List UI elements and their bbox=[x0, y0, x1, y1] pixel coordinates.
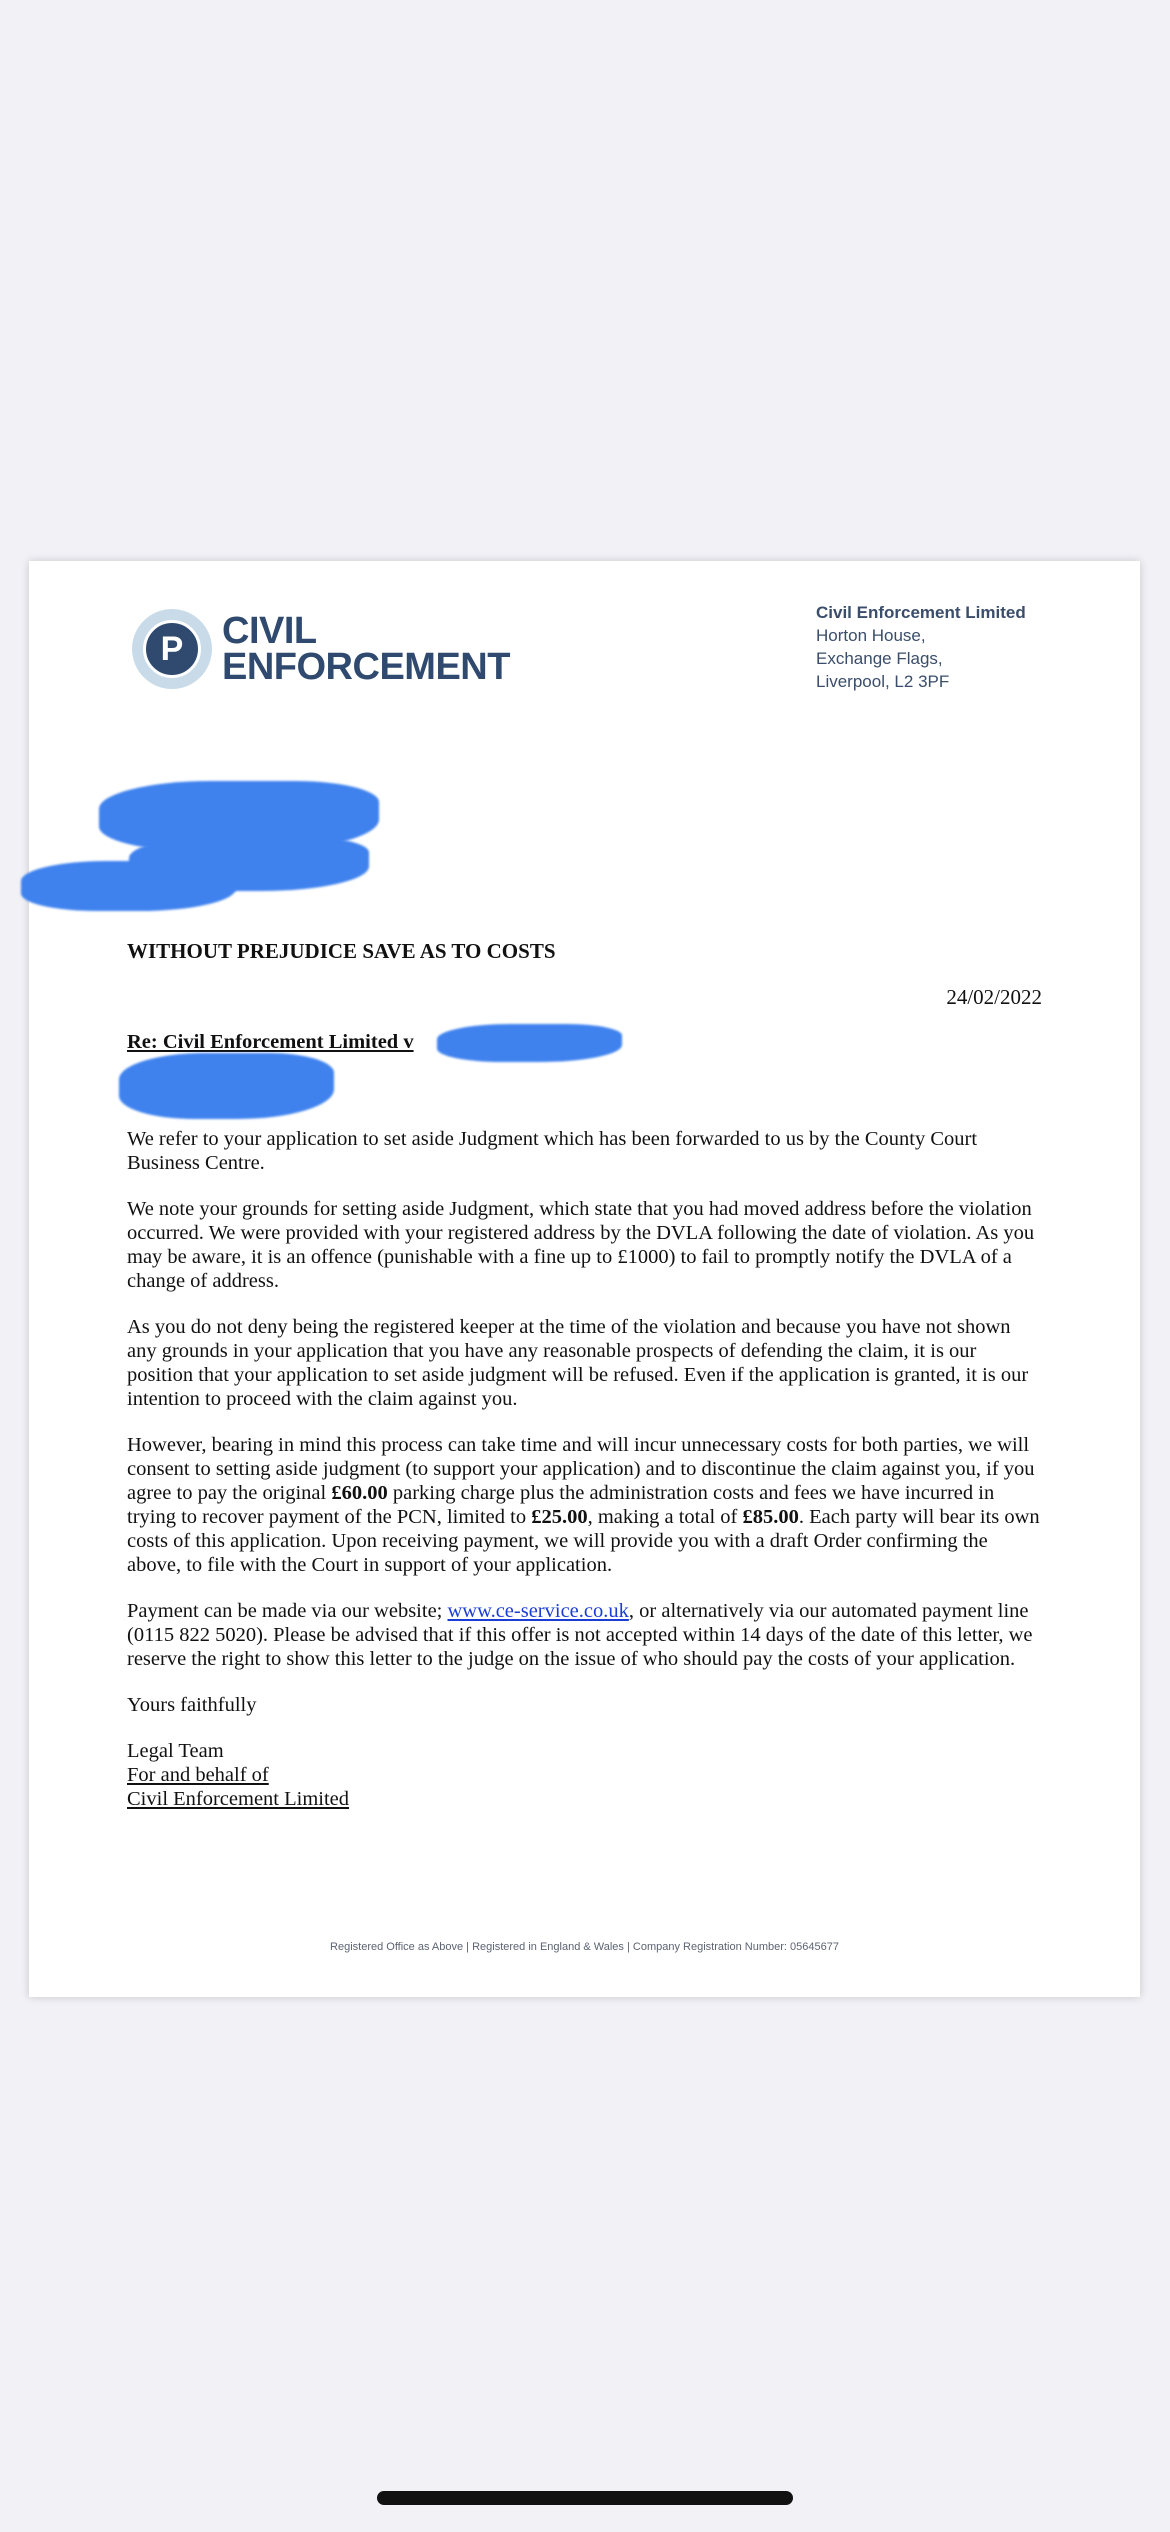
paragraph-4-text: . Each party will bear its own costs of this application. Upon receiving payment, we will provide you with a draft Order confirming the above, to file with the Court in support of your application. bbox=[127, 1506, 1040, 1576]
address-line-2: Exchange Flags, bbox=[816, 649, 943, 668]
amount-total: £85.00 bbox=[742, 1506, 799, 1528]
paragraph-4 bbox=[127, 1433, 1041, 1577]
logo-line2: ENFORCEMENT bbox=[222, 646, 510, 688]
address-line-3: Liverpool, L2 3PF bbox=[816, 672, 950, 691]
logo-letter: P bbox=[160, 630, 184, 668]
address-line-1: Horton House, bbox=[816, 626, 926, 645]
letter-date: 24/02/2022 bbox=[946, 985, 1042, 1009]
company-name: Civil Enforcement Limited bbox=[816, 603, 1026, 622]
paragraph-5 bbox=[127, 1599, 1041, 1671]
home-indicator-bar[interactable] bbox=[377, 2491, 793, 2505]
paragraph-4-text: , making a total of bbox=[587, 1506, 743, 1528]
company-logo-wordmark bbox=[222, 610, 510, 688]
paragraph-5-text: Payment can be made via our website; bbox=[127, 1600, 448, 1622]
company-address-block bbox=[816, 601, 1026, 693]
reference-line: Re: Civil Enforcement Limited v bbox=[127, 1031, 414, 1053]
redaction-mark bbox=[119, 1053, 334, 1119]
paragraph-2: We note your grounds for setting aside Judgment, which state that you had moved address before the violation occurred. We were provided with your registered address by the DVLA following the date of violation. As you may be aware, it is an offence (punishable with a fine up to £1000) to fail to promptly notify the DVLA of a change of address. bbox=[127, 1198, 1035, 1292]
letter-footer: Registered Office as Above | Registered in England & Wales | Company Registration Number: 05645677 bbox=[330, 1941, 839, 1953]
signatory-behalf: For and behalf of bbox=[127, 1764, 269, 1786]
amount-admin-costs: £25.00 bbox=[531, 1506, 588, 1528]
website-link[interactable]: www.ce-service.co.uk bbox=[447, 1600, 629, 1622]
amount-parking-charge: £60.00 bbox=[331, 1482, 388, 1504]
redaction-mark bbox=[21, 861, 236, 911]
letter-heading: WITHOUT PREJUDICE SAVE AS TO COSTS bbox=[127, 939, 556, 963]
signatory-company: Civil Enforcement Limited bbox=[127, 1788, 350, 1810]
signatory-team: Legal Team bbox=[127, 1740, 224, 1762]
logo-line1: CIVIL bbox=[222, 610, 317, 652]
paragraph-1: We refer to your application to set aside Judgment which has been forwarded to us by the County Court Business Centre. bbox=[127, 1128, 978, 1174]
paragraph-4-text: However, bearing in mind this process can take time and will incur unnecessary costs for both parties, we will consent to setting aside judgment (to support your application) and to discontinue the claim against you, if you agree to pay the original bbox=[127, 1434, 1035, 1504]
sign-off: Yours faithfully bbox=[127, 1694, 257, 1716]
paragraph-4-text: parking charge plus the administration costs and fees we have incurred in trying to recover payment of the PCN, limited to bbox=[127, 1482, 995, 1528]
redaction-mark bbox=[437, 1024, 622, 1062]
paragraph-3: As you do not deny being the registered keeper at the time of the violation and because you have not shown any grounds in your application that you have any reasonable prospects of defending the claim, it is our position that your application to set aside judgment will be refused. Even if the application is granted, it is our intention to proceed with the claim against you. bbox=[127, 1316, 1029, 1410]
letter-body bbox=[127, 1127, 1041, 1811]
paragraph-5-text: , or alternatively via our automated payment line (0115 822 5020). Please be advised that if this offer is not accepted within 14 days of the date of this letter, we reserve the right to show this letter to the judge on the issue of who should pay the costs of your application. bbox=[127, 1600, 1033, 1670]
letter-page bbox=[29, 561, 1140, 1997]
parking-logo-icon bbox=[132, 609, 212, 689]
